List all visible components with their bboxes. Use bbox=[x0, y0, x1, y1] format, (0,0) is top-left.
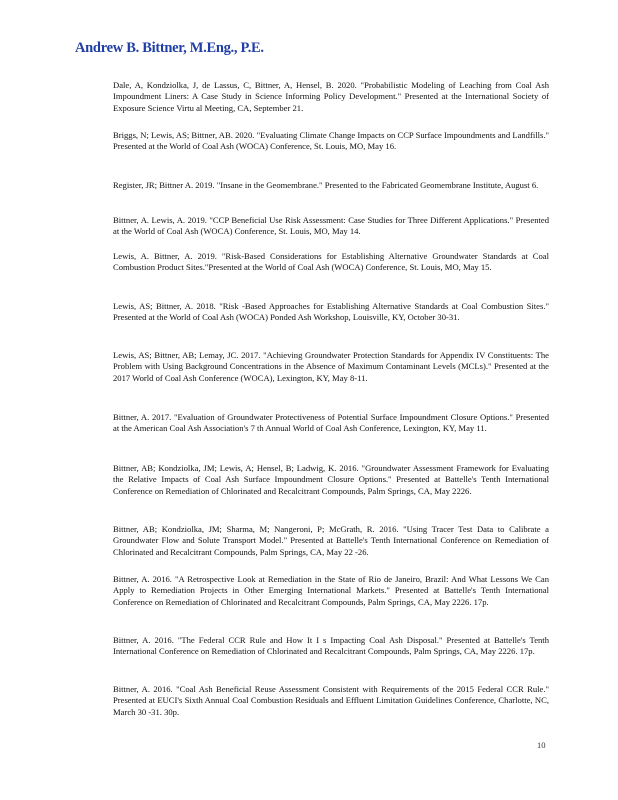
reference-item: Bittner, A. 2016. "Coal Ash Beneficial Reuse Assessment Consistent with Requirements of the 2015 Federal CCR Rule." Presented at EUCI's Sixth Annual Coal Combustion Residuals and Effluent Limitation Guidelines Conference, Charlotte, NC, March 30 -31. 30p. bbox=[113, 684, 549, 717]
reference-item: Bittner, A. Lewis, A. 2019. "CCP Beneficial Use Risk Assessment: Case Studies for Three Different Applications." Presented at the World of Coal Ash (WOCA) Conference, St. Louis, MO, May 14. bbox=[113, 215, 549, 237]
reference-item: Lewis, A. Bittner, A. 2019. "Risk-Based Considerations for Establishing Alternative Groundwater Standards at Coal Combustion Product Sites."Presented at the World of Coal Ash (WOCA) Conference, St. Louis, MO, May 15. bbox=[113, 251, 549, 273]
reference-item: Register, JR; Bittner A. 2019. "Insane in the Geomembrane." Presented to the Fabricated Geomembrane Institute, August 6. bbox=[113, 180, 539, 190]
reference-item: Briggs, N; Lewis, AS; Bittner, AB. 2020. "Evaluating Climate Change Impacts on CCP Surface Impoundments and Landfills." Presented at the World of Coal Ash (WOCA) Conference, St. Louis, MO, May 16. bbox=[113, 130, 549, 152]
reference-item: Dale, A, Kondziolka, J, de Lassus, C, Bittner, A, Hensel, B. 2020. "Probabilistic Modeling of Leaching from Coal Ash Impoundment Liners: A Case Study in Science Informing Policy Development." Presented at the International Society of Exposure Science Virtu al Meeting, CA, September 21. bbox=[113, 80, 549, 113]
page-number: 10 bbox=[537, 740, 546, 750]
reference-item: Lewis, AS; Bittner, AB; Lemay, JC. 2017. "Achieving Groundwater Protection Standards for Appendix IV Constituents: The Problem with Using Background Concentrations in the Absence of Maximum Contaminant Levels (MCLs)." Presented at the 2017 World of Coal Ash Conference (WOCA), Lexington, KY, May 8-11. bbox=[113, 350, 549, 383]
reference-item: Bittner, AB; Kondziolka, JM; Sharma, M; Nangeroni, P; McGrath, R. 2016. "Using Tracer Test Data to Calibrate a Groundwater Flow and Solute Transport Model." Presented at Battelle's Tenth International Conference on Remediation of Chlorinated and Recalcitrant Compounds, Palm Springs, CA, May 22 -26. bbox=[113, 524, 549, 557]
reference-item: Bittner, A. 2016. "A Retrospective Look at Remediation in the State of Rio de Janeiro, Brazil: And What Lessons We Can Apply to Remediation Projects in Other Emerging International Markets." Presented at Battelle's Tenth International Conference on Remediation of Chlorinated and Recalcitrant Compounds, Palm Springs, CA, May 2226. 17p. bbox=[113, 574, 549, 607]
reference-item: Bittner, A. 2016. "The Federal CCR Rule and How It I s Impacting Coal Ash Disposal." Presented at Battelle's Tenth International Conference on Remediation of Chlorinated and Recalcitrant Compounds, Palm Springs, CA, May 2226. 17p. bbox=[113, 635, 549, 657]
reference-item: Lewis, AS; Bittner, A. 2018. "Risk -Based Approaches for Establishing Alternative Standards at Coal Combustion Sites." Presented at the World of Coal Ash (WOCA) Ponded Ash Workshop, Louisville, KY, October 30-31. bbox=[113, 301, 549, 323]
page-header-name: Andrew B. Bittner, M.Eng., P.E. bbox=[75, 40, 264, 56]
reference-item: Bittner, AB; Kondziolka, JM; Lewis, A; Hensel, B; Ladwig, K. 2016. "Groundwater Assessment Framework for Evaluating the Relative Impacts of Coal Ash Surface Impoundment Closure Options." Presented at Battelle's Tenth International Conference on Remediation of Chlorinated and Recalcitrant Compounds, Palm Springs, CA, May 2226. bbox=[113, 463, 549, 496]
reference-item: Bittner, A. 2017. "Evaluation of Groundwater Protectiveness of Potential Surface Impoundment Closure Options." Presented at the American Coal Ash Association's 7 th Annual World of Coal Ash Conference, Lexington, KY, May 11. bbox=[113, 412, 549, 434]
